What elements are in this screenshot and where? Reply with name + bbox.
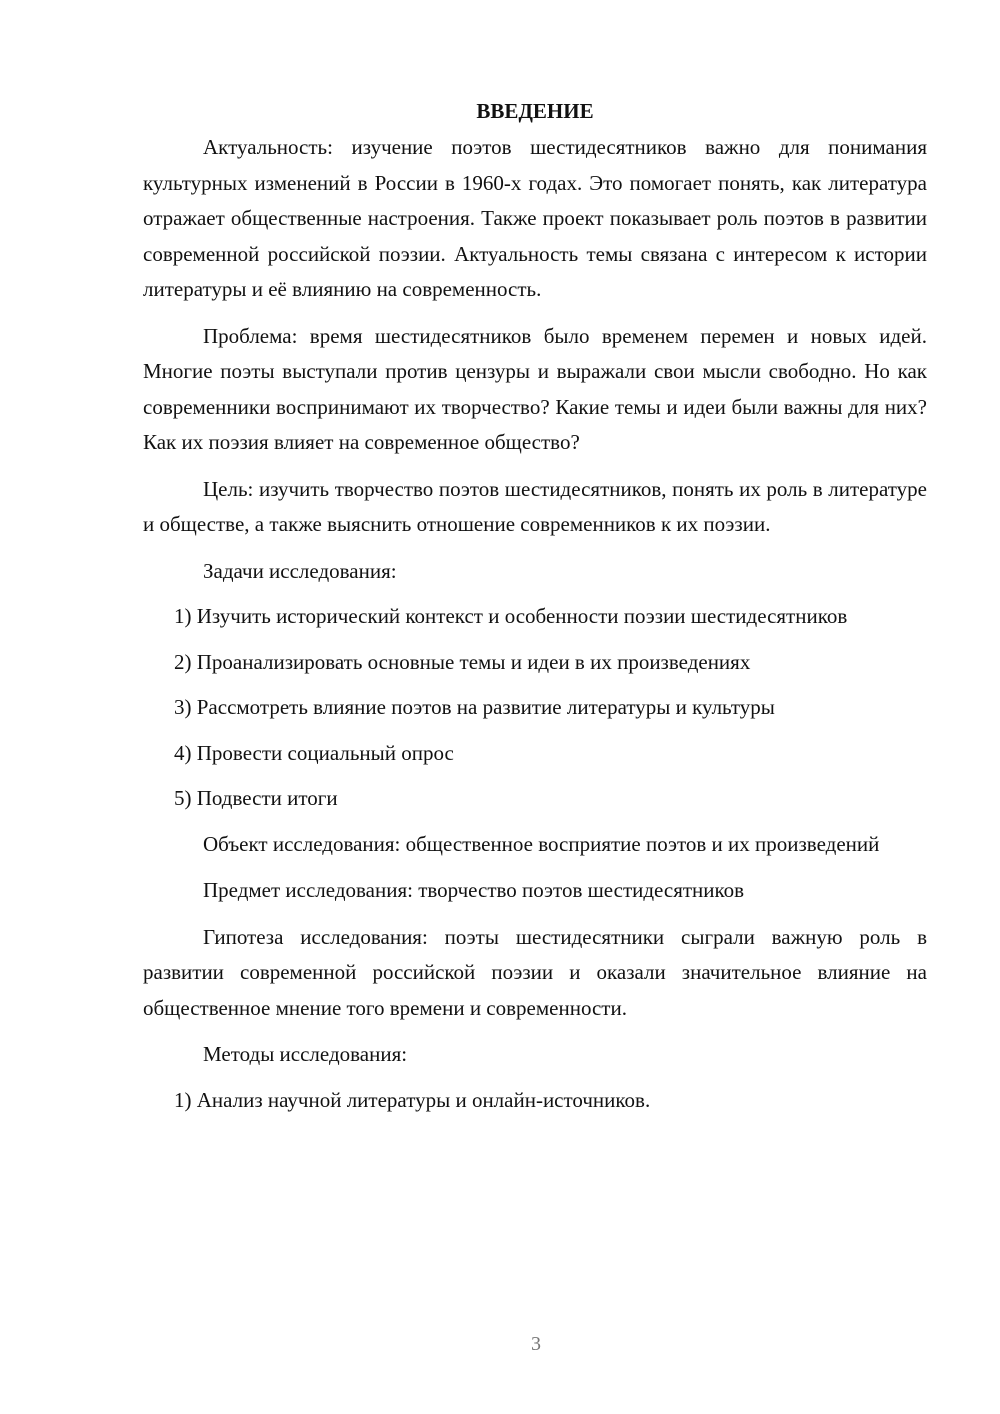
page-content	[143, 94, 927, 1128]
hypothesis-paragraph: Гипотеза исследования: поэты шестидесятники сыграли важную роль в развитии современной российской поэзии и оказали значительное влияние на общественное мнение того времени и современности.	[143, 924, 927, 1020]
subject-paragraph: Предмет исследования: творчество поэтов шестидесятников	[203, 878, 745, 902]
relevance-paragraph: Актуальность: изучение поэтов шестидесятников важно для понимания культурных изменений в России в 1960-х годах. Это помогает понять, как литература отражает общественные настроения. Также проект показывает роль поэтов в развитии современной российской поэзии. Актуальность темы связана с интересом к истории литературы и её влиянию на современность.	[143, 135, 927, 301]
task-item: 1) Изучить исторический контекст и особенности поэзии шестидесятников	[174, 604, 848, 628]
methods-heading: Методы исследования:	[203, 1042, 408, 1066]
method-item: 1) Анализ научной литературы и онлайн-источников.	[174, 1087, 651, 1112]
page-number: 3	[531, 1333, 541, 1355]
tasks-heading: Задачи исследования:	[203, 558, 397, 583]
task-item: 5) Подвести итоги	[174, 786, 338, 810]
tasks-list	[143, 599, 927, 817]
problem-paragraph: Проблема: время шестидесятников было временем перемен и новых идей. Многие поэты выступали против цензуры и выражали свои мысли свободно. Но как современники воспринимают их творчество? Какие темы и идеи были важны для них? Как их поэзия влияет на современное общество?	[143, 323, 927, 454]
task-item: 2) Проанализировать основные темы и идеи в их произведениях	[174, 649, 751, 674]
methods-list	[143, 1083, 927, 1119]
goal-paragraph: Цель: изучить творчество поэтов шестидесятников, понять их роль в литературе и обществе, а также выяснить отношение современников к их поэзии.	[143, 476, 927, 536]
task-item: 4) Провести социальный опрос	[174, 740, 454, 765]
task-item: 3) Рассмотреть влияние поэтов на развитие литературы и культуры	[174, 695, 775, 719]
object-paragraph: Объект исследования: общественное восприятие поэтов и их произведений	[203, 831, 880, 856]
section-title: ВВЕДЕНИЕ	[476, 99, 594, 123]
